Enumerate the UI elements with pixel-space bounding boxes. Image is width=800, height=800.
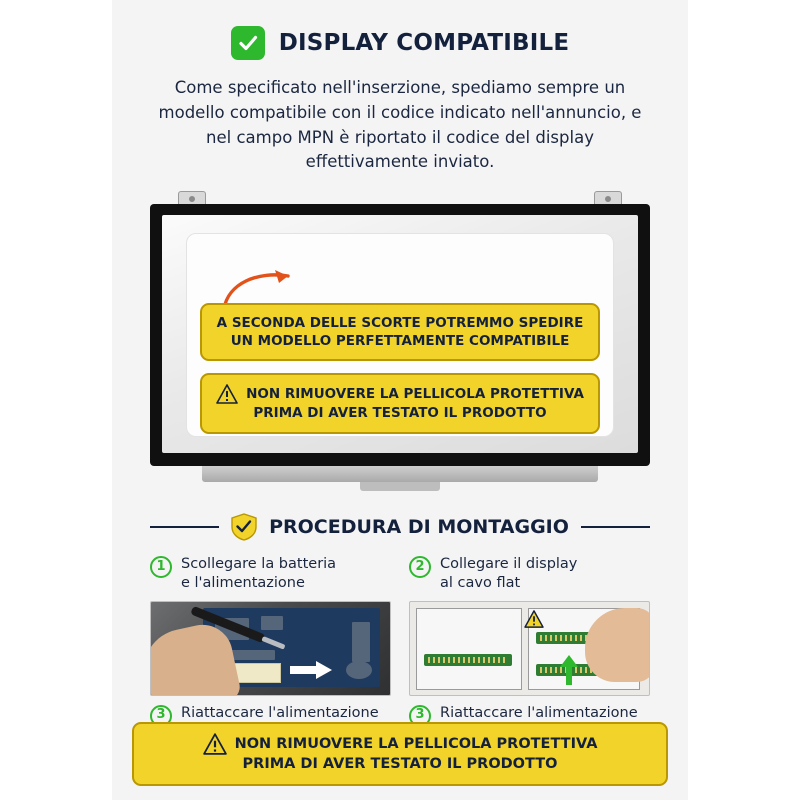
panel-foot-tab — [360, 482, 440, 491]
step-3-right-number: 3 — [409, 705, 431, 727]
warning-triangle-icon — [203, 733, 227, 755]
callout-compatible-line2: UN MODELLO PERFETTAMENTE COMPATIBILE — [230, 333, 570, 350]
panel-callouts — [200, 303, 600, 434]
divider-left — [150, 526, 219, 528]
step-1-label: Scollegare la batteria e l'alimentazione — [181, 556, 337, 591]
procedure-steps — [150, 555, 650, 741]
check-icon — [231, 26, 265, 60]
step-1-photo — [150, 601, 391, 696]
step-2-label: Collegare il display al cavo flat — [440, 556, 578, 591]
up-arrow-icon — [560, 655, 578, 685]
bottom-warning-banner — [132, 722, 668, 786]
connector-panel-left — [416, 608, 522, 690]
step-1-number: 1 — [150, 556, 172, 578]
bottom-banner-line2: PRIMA DI AVER TESTATO IL PRODOTTO — [242, 756, 558, 773]
intro-paragraph: Come specificato nell'inserzione, spediamo sempre un modello compatibile con il codice indicato nell'annuncio, e nel campo MPN è riportato il codice del display effettivamente inviato. — [158, 78, 642, 172]
warning-triangle-icon — [216, 384, 238, 404]
callout-film-line2: PRIMA DI AVER TESTATO IL PRODOTTO — [253, 405, 547, 422]
step-2-number: 2 — [409, 556, 431, 578]
warning-triangle-icon — [524, 610, 544, 628]
step-3-right-label: Riattaccare l'alimentazione — [440, 704, 638, 721]
right-arrow-icon — [290, 661, 332, 679]
step-2-photo — [409, 601, 650, 696]
content-card — [112, 0, 688, 800]
step-3-left-number: 3 — [150, 705, 172, 727]
shield-icon — [231, 513, 257, 541]
callout-film-line1: NON RIMUOVERE LA PELLICOLA PROTETTIVA — [246, 386, 584, 403]
callout-compatible-line1: A SECONDA DELLE SCORTE POTREMMO SPEDIRE — [216, 315, 584, 331]
procedure-title: PROCEDURA DI MONTAGGIO — [269, 516, 569, 538]
display-panel-illustration — [150, 191, 650, 491]
flat-cable-1 — [424, 654, 512, 666]
step-3-left-label: Riattaccare l'alimentazione — [181, 704, 379, 721]
callout-compatible — [200, 303, 600, 361]
step-2 — [409, 555, 650, 593]
header — [112, 0, 688, 60]
procedure-header — [112, 513, 688, 541]
bottom-banner-line1: NON RIMUOVERE LA PELLICOLA PROTETTIVA — [234, 735, 598, 752]
callout-film-warning — [200, 373, 600, 433]
step-1 — [150, 555, 391, 593]
page-title: DISPLAY COMPATIBILE — [278, 30, 570, 56]
divider-right — [581, 526, 650, 528]
panel-foot — [202, 466, 598, 482]
